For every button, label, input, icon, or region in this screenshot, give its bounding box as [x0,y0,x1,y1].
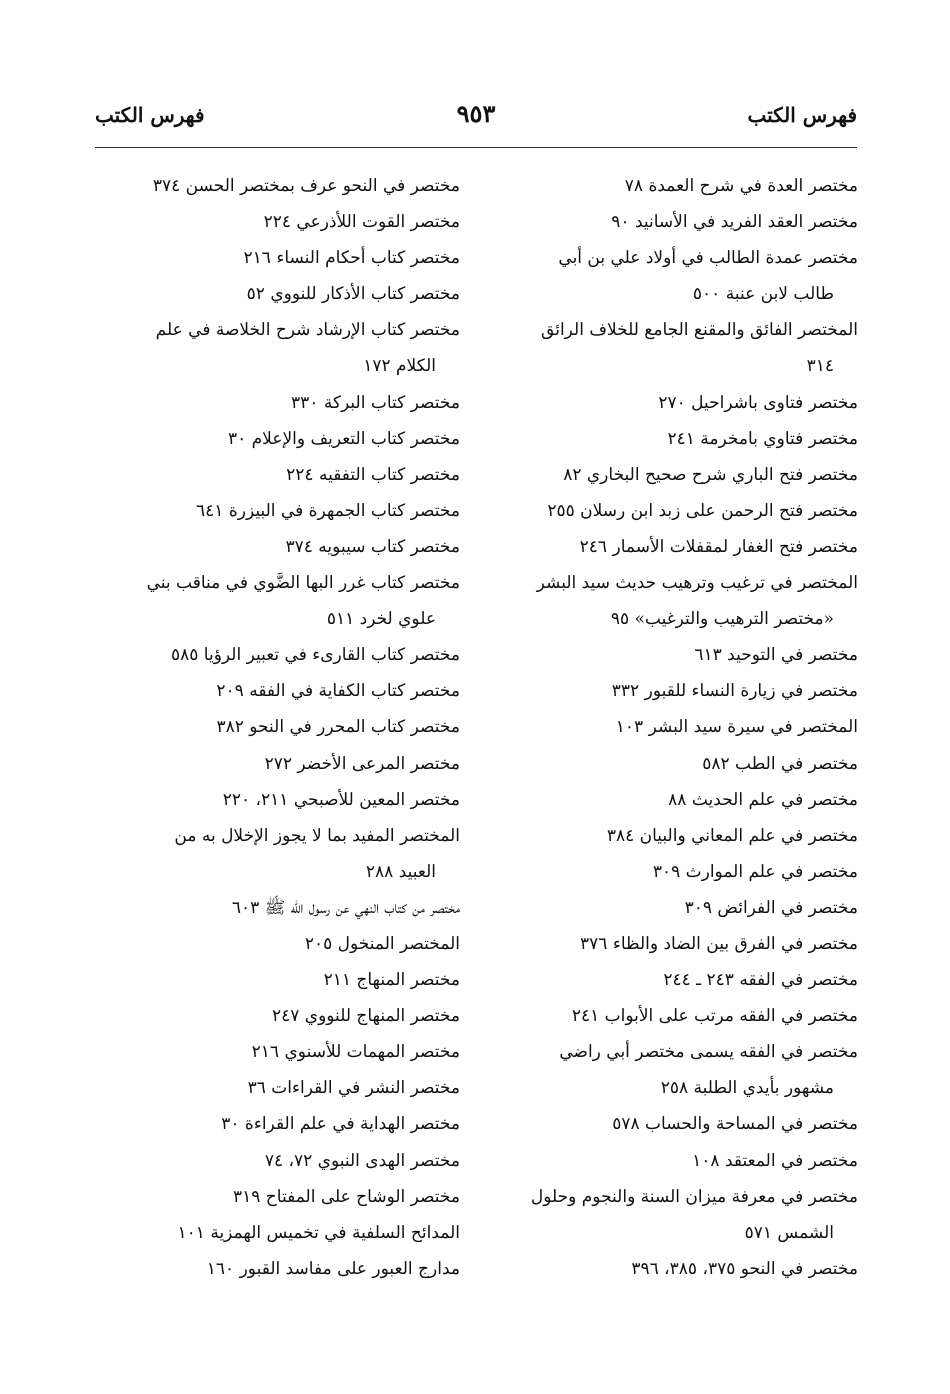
index-entry: مختصر في الفقه مرتب على الأبواب ٢٤١ [571,1006,858,1027]
index-entry-continuation: العبيد ٢٨٨ [365,861,436,882]
index-entry: مختصر فتاوى باشراحيل ٢٧٠ [658,392,858,413]
index-entry-continuation: الكلام ١٧٢ [363,356,436,377]
index-entry-continuation: علوي لخرد ٥١١ [326,609,436,630]
index-entry: مختصر كتاب المحرر في النحو ٣٨٢ [216,717,460,738]
index-entry: مختصر فتح الغفار لمقفلات الأسمار ٢٤٦ [579,536,858,557]
header-right-title: فهرس الكتب [747,103,857,127]
index-entry: مختصر في التوحيد ٦١٣ [694,645,858,666]
index-entry: مختصر المهمات للأسنوي ٢١٦ [251,1042,460,1063]
index-entry: مختصر في الفرق بين الضاد والظاء ٣٧٦ [580,933,858,954]
index-entry: مختصر في النحو ٣٧٥، ٣٨٥، ٣٩٦ [631,1258,858,1279]
index-entry: المختصر المفيد بما لا يجوز الإخلال به من [174,825,460,846]
index-entry: مختصر في النحو عرف بمختصر الحسن ٣٧٤ [152,176,460,196]
index-entry: مختصر كتاب التفقيه ٢٢٤ [286,464,460,485]
index-entry-continuation: «مختصر الترهيب والترغيب» ٩٥ [610,609,834,630]
index-entry: مختصر في المعتقد ١٠٨ [692,1150,858,1171]
index-entry: مختصر القوت اللأذرعي ٢٢٤ [263,212,460,233]
index-entry: مختصر كتاب القارىء في تعبير الرؤيا ٥٨٥ [170,645,460,666]
index-entry: مختصر في معرفة ميزان السنة والنجوم وحلول [530,1186,858,1207]
index-entry: مختصر المنهاج للنووي ٢٤٧ [271,1006,460,1027]
header-divider [95,147,857,148]
page-header [95,99,857,143]
index-entry: مختصر في علم الموارث ٣٠٩ [652,861,858,882]
page-number: ٩٥٣ [456,99,496,128]
index-entry: مختصر كتاب الجمهرة في البيزرة ٦٤١ [196,500,460,521]
index-entry: المدائح السلفية في تخميس الهمزية ١٠١ [177,1222,460,1243]
index-entry-continuation: طالب لابن عنبة ٥٠٠ [692,284,834,305]
index-entry: مختصر في زيارة النساء للقبور ٣٣٢ [611,681,858,702]
index-entry: مختصر عمدة الطالب في أولاد علي بن أبي [558,248,858,269]
index-entry: مختصر فتاوي بامخرمة ٢٤١ [667,428,858,449]
index-entry: مختصر فتح الباري شرح صحيح البخاري ٨٢ [563,464,858,485]
index-entry: مختصر في علم الحديث ٨٨ [668,789,858,810]
index-entry: مختصر النشر في القراءات ٣٦ [247,1078,460,1099]
index-entry: المختصر في ترغيب وترهيب حديث سيد البشر [536,573,858,594]
index-entry: مختصر فتح الرحمن على زبد ابن رسلان ٢٥٥ [547,500,858,521]
right-index-column [486,168,858,1287]
index-entry: مختصر كتاب الكفاية في الفقه ٢٠٩ [216,681,460,702]
index-entry-continuation: ٣١٤ [806,356,834,377]
index-entry: مختصر كتاب غرر البها الضَّوي في مناقب بني [146,573,460,594]
index-entry: مختصر كتاب سيبويه ٣٧٤ [285,536,460,557]
index-entry: مدارج العبور على مفاسد القبور ١٦٠ [206,1258,460,1279]
index-entry: مختصر الهداية في علم القراءة ٣٠ [221,1114,460,1135]
index-entry: مختصر العقد الفريد في الأسانيد ٩٠ [611,212,858,233]
index-entry: مختصر في الطب ٥٨٢ [702,753,858,774]
index-entry: مختصر كتاب البركة ٣٣٠ [291,392,460,413]
index-entry: المختصر في سيرة سيد البشر ١٠٣ [615,717,858,738]
index-entry: مختصر كتاب التعريف والإعلام ٣٠ [227,428,460,449]
index-entry: مختصر كتاب أحكام النساء ٢١٦ [243,248,460,269]
index-entry: مختصر كتاب الإرشاد شرح الخلاصة في علم [155,320,460,341]
index-entry: مختصر المرعى الأخضر ٢٧٢ [264,753,460,774]
index-entry: المختصر المنخول ٢٠٥ [304,933,460,954]
index-entry-continuation: مشهور بأيدي الطلبة ٢٥٨ [660,1078,834,1099]
left-index-column [88,168,460,1287]
index-entry: مختصر الوشاح على المفتاح ٣١٩ [233,1186,460,1207]
index-entry: مختصر في المساحة والحساب ٥٧٨ [612,1114,858,1135]
index-entry: مختصر من كتاب النهي عن رسول الله ﷺ ٦٠٣ [231,897,460,918]
index-entry: مختصر في الفقه ٢٤٣ ـ ٢٤٤ [663,970,858,991]
index-entry: مختصر في الفرائض ٣٠٩ [684,897,858,918]
index-entry: مختصر في الفقه يسمى مختصر أبي راضي [559,1042,858,1063]
index-entry: المختصر الفائق والمقنع الجامع للخلاف الرائق [541,320,858,341]
header-left-title: فهرس الكتب [95,103,205,127]
index-entry-continuation: الشمس ٥٧١ [744,1222,834,1243]
index-entry: مختصر الهدى النبوي ٧٢، ٧٤ [264,1150,460,1171]
index-entry: مختصر كتاب الأذكار للنووي ٥٢ [246,284,460,305]
index-entry: مختصر في علم المعاني والبيان ٣٨٤ [606,825,858,846]
index-entry: مختصر المنهاج ٢١١ [323,970,460,991]
index-entry: مختصر المعين للأصبحي ٢١١، ٢٢٠ [222,789,460,810]
index-entry: مختصر العدة في شرح العمدة ٧٨ [624,176,858,196]
